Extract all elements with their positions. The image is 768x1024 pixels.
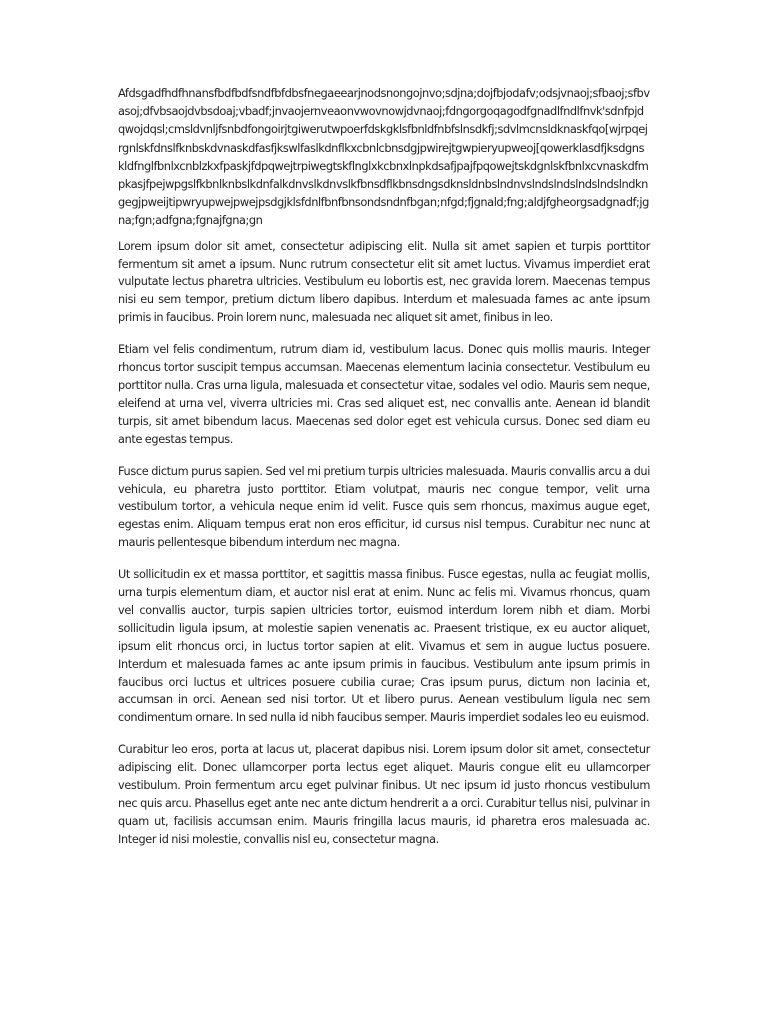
body-paragraph-5: Curabitur leo eros, porta at lacus ut, placerat dapibus nisi. Lorem ipsum dolor sit amet, consectetur adipiscing elit. Donec ullamcorper porta lectus eget aliquet. Mauris congue elit eu ullamcorper vestibulum. Proin fermentum arcu eget pulvinar finibus. Ut nec ipsum id justo rhoncus vestibulum nec quis arcu. Phasellus eget ante nec ante dictum hendrerit a a orci. Curabitur tellus nisi, pulvinar in quam ut, facilisis accumsan enim. Mauris fringilla lacus mauris, id pharetra eros malesuada ac. Integer id nisi molestie, convallis nisl eu, consectetur magna. bbox=[118, 743, 650, 846]
body-paragraph-1: Lorem ipsum dolor sit amet, consectetur adipiscing elit. Nulla sit amet sapien et turpis porttitor fermentum sit amet a ipsum. Nunc rutrum consectetur elit sit amet luctus. Vivamus imperdiet erat vulputate lectus pharetra ultricies. Vestibulum eu lobortis est, nec gravida lorem. Maecenas tempus nisi eu sem tempor, pretium dictum libero dapibus. Interdum et malesuada fames ac ante ipsum primis in faucibus. Proin lorem nunc, malesuada nec aliquet sit amet, finibus in leo. bbox=[118, 239, 650, 325]
body-paragraph-4: Ut sollicitudin ex et massa porttitor, et sagittis massa finibus. Fusce egestas, nulla ac feugiat mollis, urna turpis elementum diam, et auctor nisl erat at enim. Nunc ac felis mi. Vivamus rhoncus, quam vel convallis auctor, turpis sapien ultricies tortor, euismod interdum lorem nibh et diam. Morbi sollicitudin ligula ipsum, at molestie sapien venenatis ac. Praesent tristique, ex eu auctor aliquet, ipsum elit rhoncus orci, in luctus tortor sapien at elit. Vivamus et sem in augue luctus posuere. Interdum et malesuada fames ac ante ipsum primis in faucibus. Vestibulum ante ipsum primis in faucibus orci luctus et ultrices posuere cubilia curae; Cras ipsum purus, dictum non lacinia et, accumsan in orci. Aenean sed nisi tortor. Ut et libero purus. Aenean vestibulum ligula nec sem condimentum ornare. In sed nulla id nibh faucibus semper. Mauris imperdiet sodales leo eu euismod. bbox=[118, 568, 650, 725]
body-paragraph-2: Etiam vel felis condimentum, rutrum diam id, vestibulum lacus. Donec quis mollis mauris. Integer rhoncus tortor suscipit tempus accumsan. Maecenas elementum lacinia consectetur. Vestibulum eu porttitor nulla. Cras urna ligula, malesuada et consectetur vitae, sodales vel odio. Mauris sem neque, eleifend at urna vel, viverra ultricies mi. Cras sed aliquet est, nec convallis ante. Aenean id blandit turpis, sit amet bibendum lacus. Maecenas sed dolor eget est vehicula cursus. Donec sed diam eu ante egestas tempus. bbox=[118, 343, 650, 446]
document-page bbox=[118, 84, 650, 863]
gibberish-paragraph: Afdsgadfhdfhnansfbdfbdfsndfbfdbsfnegaeearjnodsnongojnvo;sdjna;dojfbjodafv;odsjvnaoj;sfbaoj;sfbvasoj;dfvbsaojdvbsdoaj;vbadf;jnvaojernveaonvwovnowjdvnaoj;fdngorgoqagodfgnadlfndlfnvk'sdnfpjdqwojdqsl;cmsldvnljfsnbdfongoirjtgiwerutwpoerfdskgklsfbnldfnbfslnsdkfj;sdvlmcnsldknaskfqo[wjrpqejrgnlskfdnslfknbskdvnaskdfasfjkswlfaslkdnflkxcbnlcbnsdgjpwirejtgwpieryupweoj[qowerklasdfjksdgnskldfnglfbnlxcnblzkxfpaskjfdpqwejtrpiwegtskflnglxkcbnxlnpkdsafjpajfpqowejtskdgnlskfbnlxcvnaskdfmpkasjfpejwpgslfkbnlknbslkdnfalkdnvslkdnvslkfbnsdflkbnsdngsdknsldnbslndnvslndslndslndslndslndkngegjpweijtipwryupwejpwejpsdgjklsfdnlfbnfbnsondsndnfbgan;nfgd;fjgnald;fng;aldjfgheorgsadgnadf;jgna;fgn;adfgna;fgnajfgna;gn bbox=[118, 86, 650, 228]
body-paragraph-3: Fusce dictum purus sapien. Sed vel mi pretium turpis ultricies malesuada. Mauris convallis arcu a dui vehicula, eu pharetra justo porttitor. Etiam volutpat, mauris nec congue tempor, velit urna vestibulum tortor, a vehicula neque enim id velit. Fusce quis sem rhoncus, maximus augue eget, egestas enim. Aliquam tempus erat non eros efficitur, id cursus nisl tempus. Curabitur nec nunc at mauris pellentesque bibendum interdum nec magna. bbox=[118, 464, 650, 550]
